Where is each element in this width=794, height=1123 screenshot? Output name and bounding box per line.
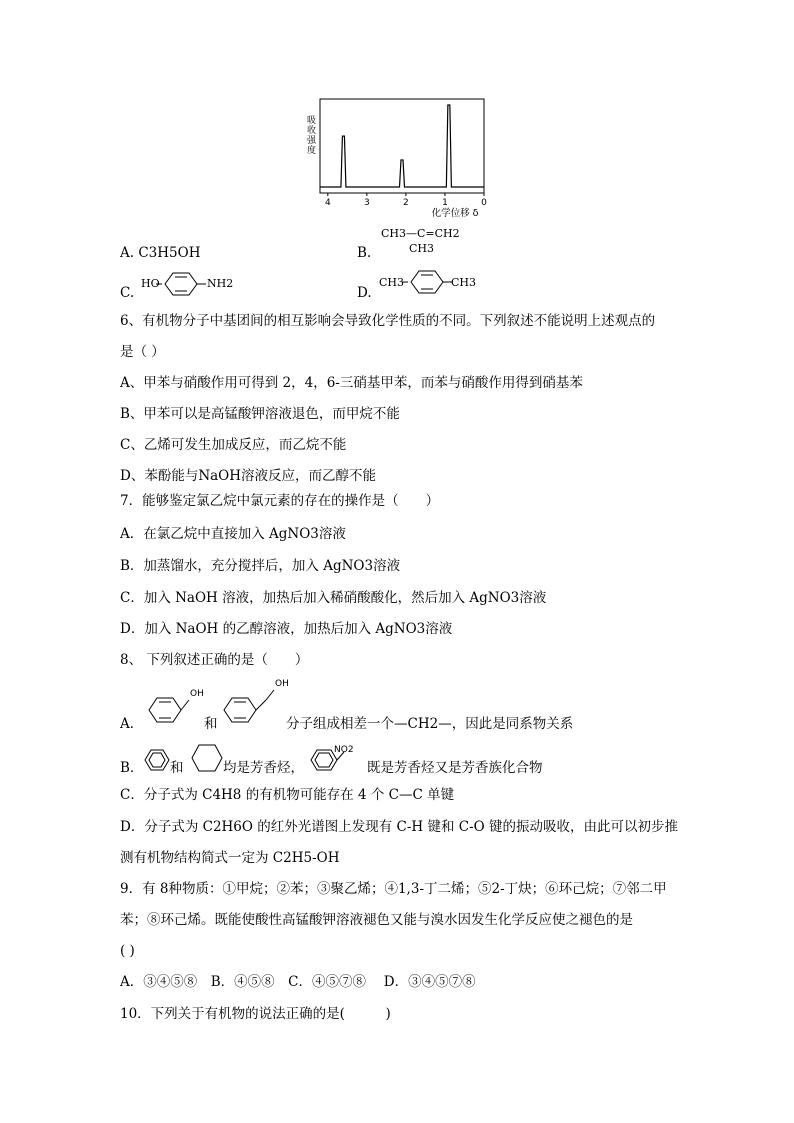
q7-option-a: A．在氯乙烷中直接加入 AgNO3溶液 (120, 526, 346, 542)
q8-option-a-letter: A． (120, 716, 144, 732)
q6-option-c: C、乙烯可发生加成反应，而乙烷不能 (120, 437, 347, 453)
q5-option-c-right-group: NH2 (207, 277, 234, 290)
q5-option-c-letter: C. (120, 285, 135, 301)
cyclohexane-ring-icon (190, 742, 224, 774)
q5-option-b-formula-top: CH3—C=CH2 (381, 227, 460, 240)
benzene-ring-icon (143, 747, 171, 773)
x-tick-label: 4 (324, 198, 331, 208)
q7-option-c: C．加入 NaOH 溶液，加热后加入稀硝酸酸化，然后加入 AgNO3溶液 (120, 590, 547, 606)
q9-options: A．③④⑤⑧ B．④⑤⑧ C．④⑤⑦⑧ D．③④⑤⑦⑧ (120, 974, 476, 990)
x-tick-label: 0 (481, 198, 487, 208)
phenol-oh-label: OH (190, 689, 204, 699)
q9-stem-line3: ( ) (120, 943, 135, 959)
q10-stem: 10．下列关于有机物的说法正确的是( ) (120, 1006, 391, 1022)
option-letter: A. (120, 245, 135, 261)
q6-option-d: D、苯酚能与NaOH溶液反应，而乙醇不能 (120, 468, 377, 484)
q5-option-a (120, 244, 200, 262)
q8-stem: 8、 下列叙述正确的是（ ） (120, 652, 309, 668)
q5-option-c-left-group: HO (141, 277, 160, 290)
q9-stem-line2: 苯；⑧环己烯。既能使酸性高锰酸钾溶液褪色又能与溴水因发生化学反应使之褪色的是 (120, 912, 633, 928)
spectrum-trace (320, 105, 484, 187)
x-tick-label: 1 (442, 198, 448, 208)
q7-stem: 7．能够鉴定氯乙烷中氯元素的存在的操作是（ ） (120, 493, 440, 509)
nmr-spectrum-chart (300, 95, 500, 225)
q8-option-b-text1: 均是芳香烃， (223, 760, 304, 776)
q9-stem-line1: 9．有 8种物质：①甲烷；②苯；③聚乙烯；④1,3-丁二烯；⑤2-丁炔；⑥环己烷；⑦邻二甲 (120, 881, 667, 897)
option-text: C3H5OH (138, 245, 201, 261)
q6-option-b: B、甲苯可以是高锰酸钾溶液退色，而甲烷不能 (120, 406, 400, 422)
q8-option-a-text: 分子组成相差一个—CH2—，因此是同系物关系 (286, 716, 574, 732)
q5-option-d-letter: D. (357, 285, 372, 301)
q8-option-c: C．分子式为 C4H8 的有机物可能存在 4 个 C—C 单键 (120, 787, 455, 803)
q8-option-a-and: 和 (204, 716, 218, 732)
x-axis-label: 化学位移 δ (431, 208, 479, 219)
x-tick-label: 3 (363, 198, 370, 208)
q7-option-b: B．加蒸馏水，充分搅拌后，加入 AgNO3溶液 (120, 558, 401, 574)
q6-stem-line1: 6、有机物分子中基团间的相互影响会导致化学性质的不同。下列叙述不能说明上述观点的 (120, 313, 656, 329)
benzene-ring-icon (156, 270, 208, 300)
q5-option-b-formula-bottom: CH3 (409, 242, 435, 255)
q5-option-d-left-group: CH3 (379, 276, 405, 289)
q8-option-b-letter: B． (120, 760, 144, 776)
y-label-char: 吸 (307, 116, 317, 126)
nitro-group-label: NO2 (334, 745, 354, 755)
x-tick-label: 2 (403, 198, 409, 208)
y-label-char: 强 (307, 136, 317, 146)
q8-option-d-line2: 测有机物结构简式一定为 C2H5-OH (120, 850, 340, 866)
q5-option-b-letter: B. (357, 245, 372, 261)
q8-option-d-line1: D．分子式为 C2H6O 的红外光谱图上发现有 C-H 键和 C-O 键的振动吸收，由此可以初步推 (120, 819, 679, 835)
y-label-char: 收 (307, 126, 317, 136)
q8-option-b-text2: 既是芳香烃又是芳香族化合物 (367, 760, 543, 776)
q8-option-b-and: 和 (170, 760, 184, 776)
benzyl-oh-label: OH (275, 679, 289, 689)
q6-option-a: A、甲苯与硝酸作用可得到 2，4，6-三硝基甲苯，而苯与硝酸作用得到硝基苯 (120, 375, 583, 391)
x-tick-labels (325, 198, 487, 208)
y-label-char: 度 (307, 146, 317, 156)
y-axis-label (307, 115, 317, 156)
q7-option-d: D．加入 NaOH 的乙醇溶液，加热后加入 AgNO3溶液 (120, 621, 453, 637)
benzene-ring-icon (402, 268, 454, 298)
q5-option-d-right-group: CH3 (451, 276, 477, 289)
q6-stem-line2: 是（ ） (120, 344, 165, 360)
